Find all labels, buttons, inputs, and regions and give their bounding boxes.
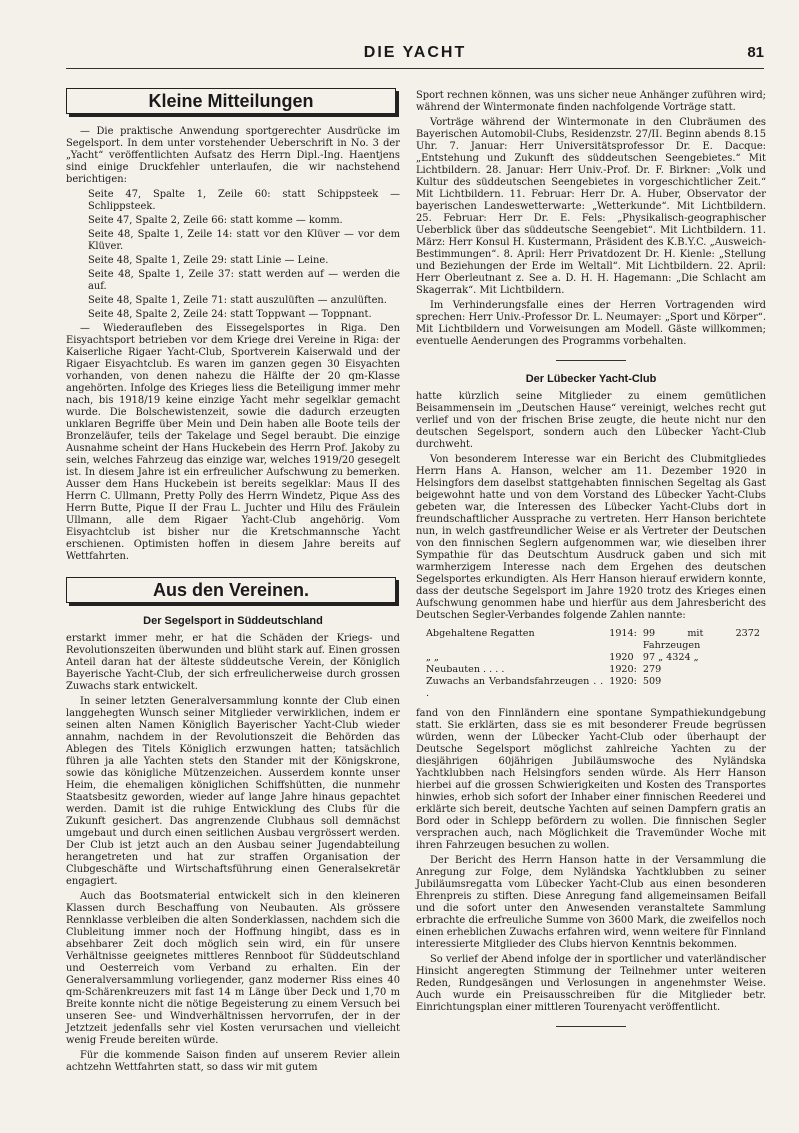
paragraph: Von besonderem Interesse war ein Bericht des Clubmitgliedes Herrn Hans A. Hanson, welcher am 11. Dezember 1920 in Helsingfors dem daselbst stattgehabten finnischen Segeltag als Gast beigewohnt hatte und von dem Vorstand des Lübecker Yacht-Clubs gebeten war, die Interessen des Lübecker Yacht-Clubs dort in freundschaftlicher Aussprache zu vertreten. Herr Hanson berichtete nun, in welch gastfreundlicher Weise er als Vertreter der Deutschen von den finnischen Seglern aufgenommen war, wie dieselben ihrer Sympathie für das Deutschtum Ausdruck gaben und sich mit warmherzigem Interesse nach dem Ergehen des deutschen Segelsportes erkundigten. Als Herr Hanson hierauf erwidern konnte, dass der deutsche Segelsport im Jahre 1920 trotz des Krieges einen Aufschwung genommen habe und hierfür aus dem Jahresbericht des Deutschen Segler-Verbandes folgende Zahlen nannte: (416, 454, 766, 621)
stat-year: 1920 (609, 652, 634, 663)
section-divider (556, 360, 626, 361)
lecture-schedule: Vorträge während der Wintermonate in den Clubräumen des Bayerischen Automobil-Clubs, Residenzstr. 27/II. Beginn abends 8.15 Uhr. 7. Januar: Herr Universitätsprofessor Dr. E. Dacque: „Entstehung und Zukunft des süddeutschen Seengebietes.“ Mit Lichtbildern. 28. Januar: Herr Univ.-Prof. Dr. F. Birkner: „Volk und Kultur des süddeutschen Seengebietes in vorgeschichtlicher Zeit.“ Mit Lichtbildern. 11. Februar: Herr Dr. A. Huber, Observator der bayerischen Landeswetterwarte: „Wetterkunde“. Mit Lichtbildern. 25. Februar: Herr Dr. E. Fels: „Physikalisch-geographischer Ueberblick über das süddeutsche Seengebiet“. Mit Lichtbildern. 11. März: Herr Konsul H. Kustermann, Präsident des K.B.Y.C. „Ausweich-Bestimmungen“. 8. April: Herr Privatdozent Dr. H. Kienle: „Stellung und Beziehungen der Erde im Weltall“. Mit Lichtbildern. 22. April: Herr Oberleutnant z. See a. D. H. H. Hagemann: „Die Schlacht am Skagerrak“. Mit Lichtbildern. (416, 117, 766, 296)
section-title-aus-den-vereinen: Aus den Vereinen. (66, 577, 396, 603)
paragraph: Sport rechnen können, was uns sicher neue Anhänger zuführen wird; während der Wintermonate finden nachfolgende Vorträge statt. (416, 90, 766, 113)
table-row (426, 676, 766, 700)
header-rule (66, 68, 764, 69)
correction-line: Seite 48, Spalte 1, Zeile 37: statt werden auf — werden die auf. (88, 269, 400, 292)
stat-value: 99 mit 2372 Fahrzeugen (642, 628, 760, 651)
stat-value: 97 „ 4324 „ (642, 652, 699, 663)
stat-label: Neubauten . . . . (426, 664, 505, 675)
stat-value: 279 (642, 664, 662, 675)
section-divider (556, 1026, 626, 1027)
section-title-kleine-mitteilungen: Kleine Mitteilungen (66, 88, 396, 114)
corrections-intro: — Die praktische Anwendung sportgerechter Ausdrücke im Segelsport. In dem unter vorstehender Ueberschrift in No. 3 der „Yacht“ veröffentlichten Aufsatz des Herrn Dipl.-Ing. Haentjens sind einige Druckfehler unterlaufen, die wir nachstehend berichtigen: (66, 126, 400, 185)
subhead-luebecker-yacht-club: Der Lübecker Yacht-Club (525, 373, 657, 385)
stat-label: „ „ (426, 652, 439, 663)
stat-year: 1920: (609, 664, 637, 675)
table-row (426, 628, 766, 652)
paragraph: erstarkt immer mehr, er hat die Schäden der Kriegs- und Revolutionszeiten überwunden und blüht stark auf. Einen grossen Anteil daran hat der älteste süddeutsche Verein, der Königlich Bayerische Yacht-Club, der sich erfreulicherweise durch grossen Zuwachs stark entwickelt. (66, 633, 400, 692)
journal-title: DIE YACHT (363, 44, 467, 61)
stat-year: 1920: (609, 676, 637, 687)
paragraph: Auch das Bootsmaterial entwickelt sich in den kleineren Klassen durch Beschaffung von Neubauten. Als grössere Rennklasse verbleiben die alten Sonderklassen, nachdem sich die Clubleitung immer noch der Hoffnung hingibt, dass es in absehbarer Zeit doch möglich sein wird, ein für unsere Verhältnisse geeignetes mittleres Rennboot für Süddeutschland und Oesterreich vom Verband zu erhalten. Ein der Generalversammlung vorliegender, ganz moderner Riss eines 40 qm-Schärenkreuzers mit fast 14 m Länge über Deck und 1,70 m Breite konnte nicht die nötige Begeisterung zu einem Versuch bei unseren See- und Windverhältnissen hervorrufen, der in der Jetztzeit jedenfalls sehr viel Kosten verursachen und vielleicht wenig Freude bereiten würde. (66, 891, 400, 1046)
stat-label: Zuwachs an Verbandsfahrzeugen . . . (426, 676, 604, 699)
subhead-sueddeutschland: Der Segelsport in Süddeutschland (143, 615, 323, 627)
stat-value: 509 (642, 676, 662, 687)
correction-line: Seite 47, Spalte 2, Zeile 66: statt komme — komm. (88, 215, 343, 226)
right-column (416, 90, 766, 1039)
table-row (426, 664, 766, 676)
running-header (66, 44, 764, 66)
correction-line: Seite 48, Spalte 1, Zeile 71: statt auszulüften — anzulüften. (88, 295, 387, 306)
correction-line: Seite 48, Spalte 2, Zeile 24: statt Toppwant — Toppnant. (88, 309, 372, 320)
corrections-list (66, 189, 400, 321)
paragraph: Für die kommende Saison finden auf unserem Revier allein achtzehn Wettfahrten statt, so dass wir mit gutem (66, 1050, 400, 1073)
page-number: 81 (747, 44, 764, 61)
correction-line: Seite 47, Spalte 1, Zeile 60: statt Schippsteek — Schlippsteek. (88, 189, 400, 212)
riga-article: — Wiederaufleben des Eissegelsportes in Riga. Den Eisyachtsport betrieben vor dem Kriege drei Vereine in Riga: der Kaiserliche Rigaer Yacht-Club, Sportverein Kaiserwald und der Rigaer Eisyachtclub. Es waren im ganzen gegen 30 Eisyachten vorhanden, von denen nahezu die Hälfte der 20 qm-Klasse angehörten. Infolge des Krieges liess die Beteiligung immer mehr nach, bis 1918/19 keine einzige Yacht mehr segelklar gemacht wurde. Die Bolschewistenzeit, sowie die dadurch erzeugten unklaren Begriffe über Mein und Dein haben alle Boote teils der Bronzeläufer, teils der Takelage und Segel beraubt. Die einzige Ausnahme scheint der Hans Huckebein des Herrn Prof. Jakoby zu sein, welches Fahrzeug das einzige war, welches 1919/20 gesegelt ist. In diesem Jahre ist ein erfreulicher Aufschwung zu bemerken. Ausser dem Hans Huckebein ist bereits segelklar: Maus II des Herrn C. Ullmann, Pretty Polly des Herrn Windetz, Pique Ass des Herrn Butte, Pique II der Frau L. Juchter und Hilu des Fräulein Ullmann, alle dem Rigaer Yacht-Club angehörig. Vom Eisyachtclub ist bisher nur die Kretschmannsche Yacht erschienen. Optimisten hoffen in diesem Jahre bereits auf Wettfahrten. (66, 323, 400, 562)
paragraph: hatte kürzlich seine Mitglieder zu einem gemütlichen Beisammensein im „Deutschen Hause“ vereinigt, welches recht gut verlief und von der frischen Brise zeugte, die heute nicht nur den deutschen Segelsport, sondern auch den Lübecker Yacht-Club durchweht. (416, 391, 766, 450)
correction-line: Seite 48, Spalte 1, Zeile 29: statt Linie — Leine. (88, 255, 329, 266)
table-row (426, 652, 766, 664)
paragraph: Im Verhinderungsfalle eines der Herren Vortragenden wird sprechen: Herr Univ.-Professor Dr. L. Neumayer: „Sport und Körper“. Mit Lichtbildern und Vorweisungen am Modell. Gäste willkommen; eventuelle Aenderungen des Programms vorbehalten. (416, 300, 766, 347)
statistics-table (426, 628, 766, 700)
left-column (66, 86, 400, 1077)
correction-line: Seite 48, Spalte 1, Zeile 14: statt vor den Klüver — vor dem Klüver. (88, 229, 400, 252)
stat-year: 1914: (609, 628, 637, 639)
paragraph: So verlief der Abend infolge der in sportlicher und vaterländischer Hinsicht angeregten Stimmung der Teilnehmer unter weiteren Reden, Rundgesängen und Verlosungen in angenehmster Weise. Auch wurde ein Preisausschreiben für die Mitglieder betr. Einrichtungsplan einer mittleren Tourenyacht veröffentlicht. (416, 954, 766, 1013)
paragraph: Der Bericht des Herrn Hanson hatte in der Versammlung die Anregung zur Folge, dem Nyländska Yachtklubben zu seiner Jubiläumsregatta vom Lübecker Yacht-Club aus einen besonderen Ehrenpreis zu stiften. Diese Anregung fand allgemeinsamen Beifall und die sofort unter den Anwesenden veranstaltete Sammlung erbrachte die erfreuliche Summe von 3600 Mark, die zweifellos noch einen erheblichen Zuwachs erfahren wird, wenn weitere für Finnland interessierte Mitglieder des Clubs hiervon Kenntnis bekommen. (416, 855, 766, 950)
paragraph: In seiner letzten Generalversammlung konnte der Club einen langgehegten Wunsch seiner Mitglieder verwirklichen, indem er seinen alten Namen Königlich Bayerischer Yacht-Club wieder annahm, nachdem in der Revolutionszeit die Behörden das Ablegen des Titels Königlich erzwungen hatten; tatsächlich führen ja alle Yachten stets den Stander mit der Königskrone, sowie das königliche Mützenzeichen. Ausserdem konnte unser Heim, die ehemaligen königlichen Schiffshütten, die nunmehr Staatsbesitz geworden, wieder auf lange Jahre hinaus gepachtet werden. Damit ist die ruhige Entwicklung des Clubs für die Zukunft gesichert. Das angrenzende Clubhaus soll demnächst umgebaut und durch einen seitlichen Ausbau vergrössert werden. Der Club ist jetzt auch an den Ausbau seiner Jugendabteilung herangetreten und hat zur straffen Organisation der Clubgeschäfte und Wirtschaftsführung einen Generalsekretär engagiert. (66, 696, 400, 887)
paragraph: fand von den Finnländern eine spontane Sympathiekundgebung statt. Sie erklärten, dass sie es mit besonderer Freude begrüssen würden, wenn der Lübecker Yacht-Club oder überhaupt der Deutsche Segelsport möglichst zahlreiche Yachten zu der diesjährigen 60jährigen Jubiläumswoche des Nyländska Yachtklubben nach Helsingfors senden würde. Als Herr Hanson hierbei auf die grossen Schwierigkeiten und Kosten des Transportes hinwies, erhob sich sofort der Inhaber einer finnischen Reederei und erklärte sich bereit, deutsche Yachten auf seinen Dampfern gratis an Bord oder in Schlepp befördern zu wollen. Die finnischen Segler versprachen auch, nach Möglichkeit die Travemünder Woche mit ihren Fahrzeugen besuchen zu wollen. (416, 708, 766, 851)
stat-label: Abgehaltene Regatten (426, 628, 535, 639)
